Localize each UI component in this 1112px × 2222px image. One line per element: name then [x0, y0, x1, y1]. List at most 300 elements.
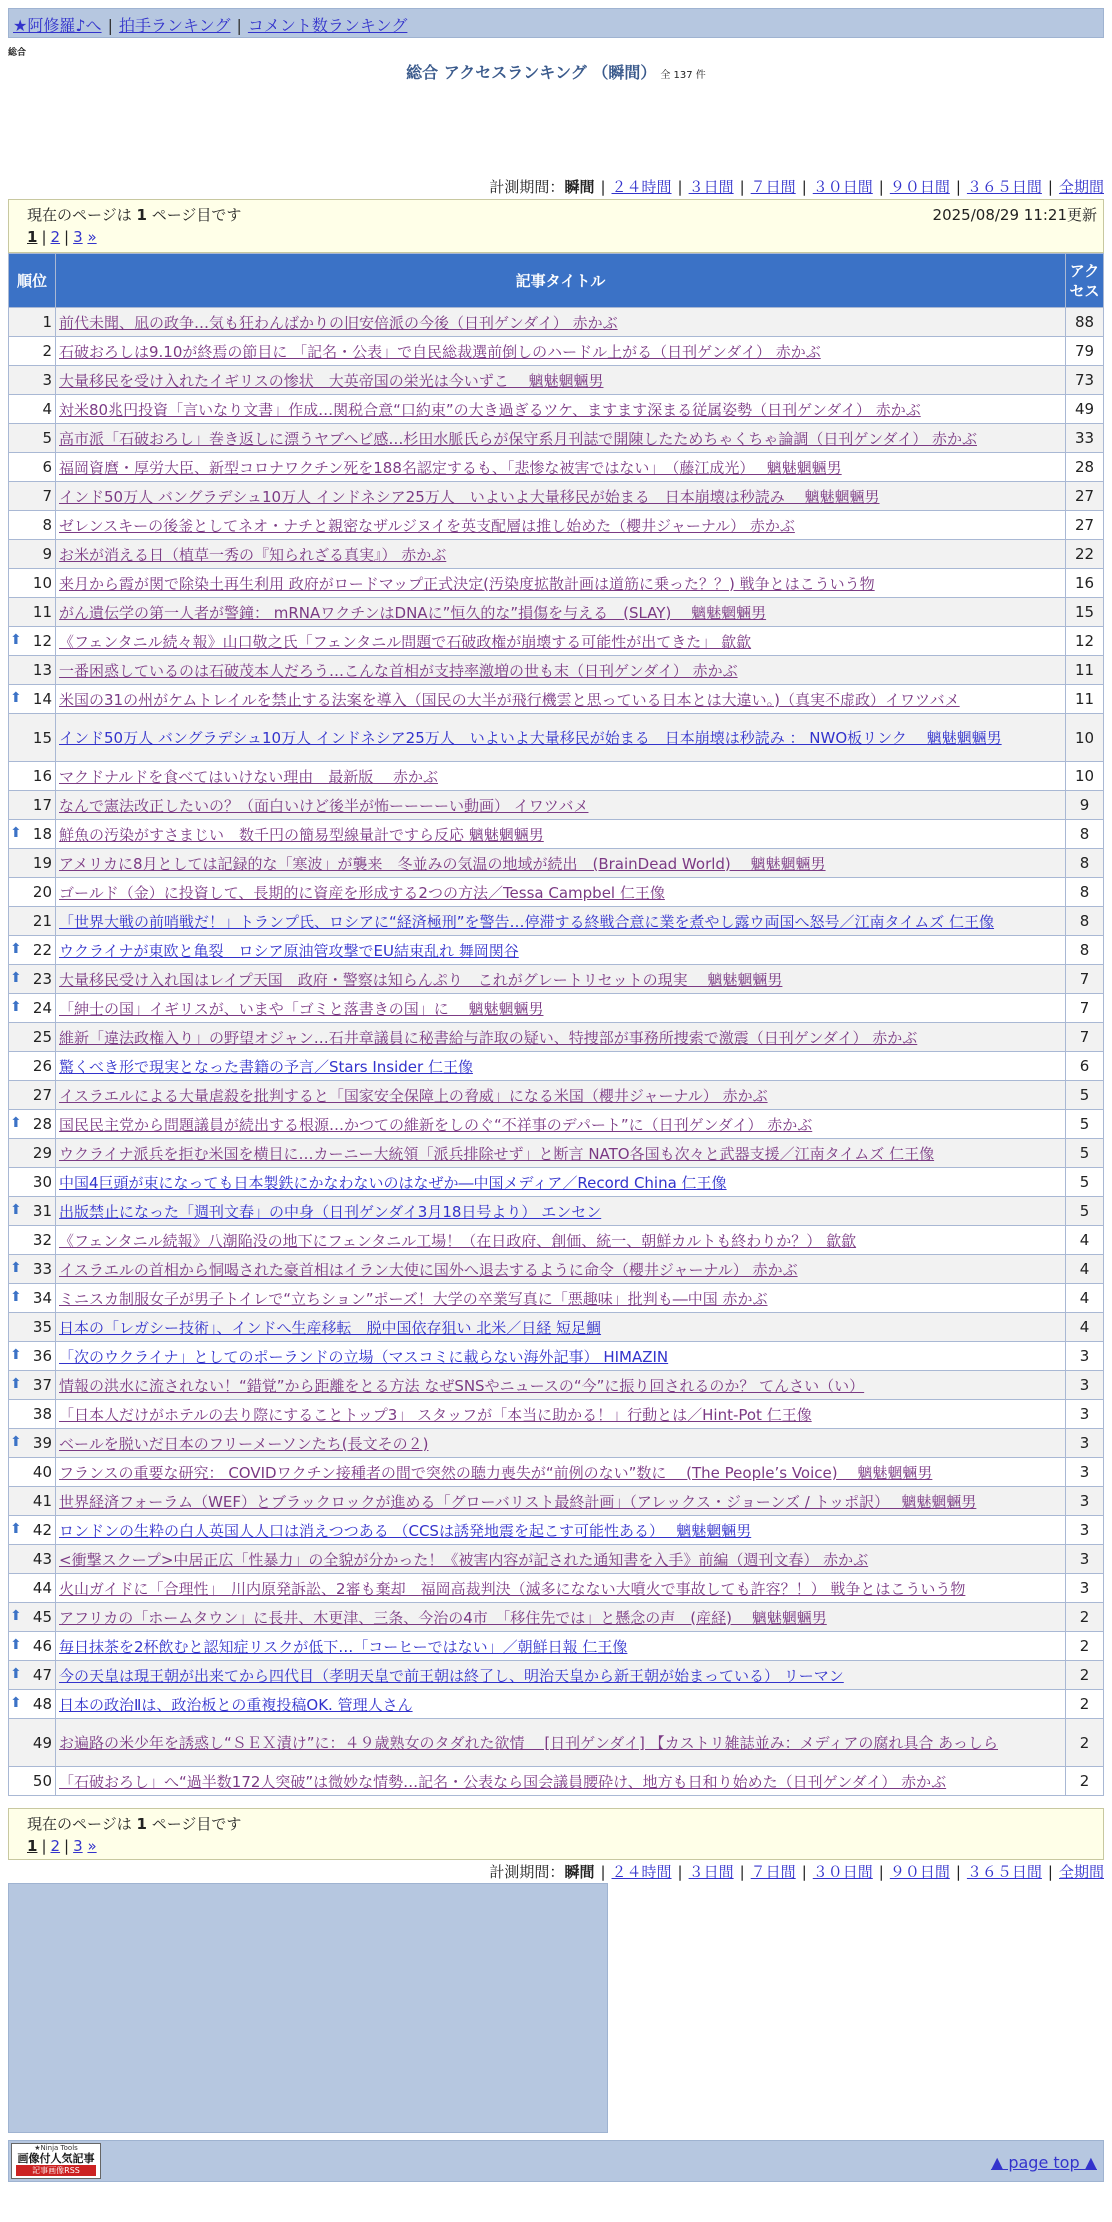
article-link[interactable]: フランスの重要な研究： COVIDワクチン接種者の間で突然の聴力喪失が“前例のない”数に (The People’s Voice) 魑魅魍魎男: [59, 1463, 933, 1482]
article-link[interactable]: ゴールド（金）に投資して、長期的に資産を形成する2つの方法／Tessa Campbel 仁王像: [59, 883, 665, 902]
status-box-top: [8, 199, 1104, 253]
title-cell: [56, 598, 1066, 627]
table-row: [9, 598, 1104, 627]
rank-cell: [9, 820, 56, 849]
table-row: [9, 627, 1104, 656]
period-separator: |: [801, 1863, 807, 1881]
article-link[interactable]: 出版禁止になった「週刊文春」の中身（日刊ゲンダイ3月18日号より） エンセン: [59, 1202, 602, 1221]
article-link[interactable]: 対米80兆円投資「言いなり文書」作成…関税合意“口約束”の大き過ぎるツケ、ますます深まる従属姿勢（日刊ゲンダイ） 赤かぶ: [59, 400, 921, 419]
title-cell: [56, 308, 1066, 337]
rank-number: 43: [32, 1550, 52, 1568]
rank-number: 27: [32, 1086, 52, 1104]
table-row: [9, 1226, 1104, 1255]
rank-number: 35: [32, 1318, 52, 1336]
up-arrow-icon: ⬆: [10, 1115, 22, 1131]
pager-separator: |: [41, 228, 47, 246]
title-cell: [56, 395, 1066, 424]
up-arrow-icon: ⬆: [10, 1666, 22, 1682]
rank-cell: [9, 569, 56, 598]
rank-number: 19: [32, 854, 52, 872]
article-link[interactable]: 前代未聞、凪の政争…気も狂わんばかりの旧安倍派の今後（日刊ゲンダイ） 赤かぶ: [59, 313, 618, 332]
period-separator: |: [739, 178, 745, 196]
period-link[interactable]: ９０日間: [889, 1863, 950, 1881]
rank-cell: [9, 1458, 56, 1487]
rank-number: 44: [32, 1579, 52, 1597]
up-arrow-icon: ⬆: [10, 999, 22, 1015]
rank-cell: [9, 598, 56, 627]
rank-number: 34: [32, 1289, 52, 1307]
status-box-bottom: [8, 1808, 1104, 1860]
period-link[interactable]: 全期間: [1058, 178, 1104, 196]
article-link[interactable]: イスラエルの首相から恫喝された豪首相はイラン大使に国外へ退去するように命令（櫻井ジャーナル） 赤かぶ: [59, 1260, 798, 1279]
table-row: [9, 424, 1104, 453]
table-row: [9, 1255, 1104, 1284]
article-link[interactable]: 日本の政治Ⅱは、政治板との重複投稿OK. 管理人さん: [59, 1695, 413, 1714]
page-title: [0, 60, 1112, 83]
article-link[interactable]: 「世界大戦の前哨戦だ！」トランプ氏、ロシアに“経済極刑”を警告…停滞する終戦合意に業を煮やし露ウ両国へ怒号／江南タイムズ 仁王像: [59, 912, 995, 931]
table-row: [9, 936, 1104, 965]
rank-cell: [9, 1632, 56, 1661]
rank-number: 23: [32, 970, 52, 988]
pager-separator: |: [64, 1837, 70, 1855]
current-page-text: [27, 1813, 241, 1834]
article-link[interactable]: 石破おろしは9.10が終焉の節目に 「記名・公表」で自民総裁選前倒しのハードル上がる（日刊ゲンダイ） 赤かぶ: [59, 342, 821, 361]
pager-link[interactable]: 2: [50, 1837, 61, 1855]
article-link[interactable]: インド50万人 バングラデシュ10万人 インドネシア25万人 いよいよ大量移民が始まる 日本崩壊は秒読み 魑魅魍魎男: [59, 487, 880, 506]
access-count: 4: [1066, 1284, 1104, 1313]
pager-link[interactable]: 2: [50, 228, 61, 246]
article-link[interactable]: 「日本人だけがホテルの去り際にすることトップ3」 スタッフが「本当に助かる！」行動とは／Hint-Pot 仁王像: [59, 1405, 812, 1424]
access-count: 2: [1066, 1632, 1104, 1661]
rank-number: 9: [42, 545, 52, 563]
rank-cell: [9, 1052, 56, 1081]
rank-cell: [9, 907, 56, 936]
title-cell: [56, 656, 1066, 685]
article-link[interactable]: 情報の洪水に流されない！“錯覚”から距離をとる方法 なぜSNSやニュースの“今”に振り回されるのか？ てんさい（い）: [59, 1376, 865, 1395]
title-header: 記事タイトル: [56, 254, 1066, 308]
title-cell: [56, 1429, 1066, 1458]
period-separator: |: [955, 1863, 961, 1881]
rank-cell: [9, 936, 56, 965]
article-link[interactable]: 火山ガイドに「合理性」 川内原発訴訟、2審も棄却 福岡高裁判決（滅多になない大噴火で事故しても許容？！） 戦争とはこういう物: [59, 1579, 966, 1598]
access-count: 3: [1066, 1400, 1104, 1429]
period-separator: |: [677, 178, 683, 196]
table-row: [9, 965, 1104, 994]
pager-link[interactable]: 3: [73, 1837, 83, 1855]
clap-ranking-link[interactable]: 拍手ランキング: [118, 16, 231, 35]
title-cell: [56, 1110, 1066, 1139]
period-link[interactable]: ２４時間: [611, 1863, 672, 1881]
table-row: [9, 1458, 1104, 1487]
rank-cell: [9, 1342, 56, 1371]
article-link[interactable]: 毎日抹茶を2杯飲むと認知症リスクが低下…「コーヒーではない」／朝鮮日報 仁王像: [59, 1637, 628, 1656]
rank-number: 5: [42, 429, 52, 447]
table-row: [9, 337, 1104, 366]
rank-cell: [9, 1400, 56, 1429]
table-row: [9, 1139, 1104, 1168]
current-page-number: 1: [136, 1815, 147, 1833]
article-link[interactable]: 高市派「石破おろし」巻き返しに漂うヤブヘビ感…杉田水脈氏らが保守系月刊誌で開陳したためちゃくちゃ論調（日刊ゲンダイ） 赤かぶ: [59, 429, 977, 448]
table-row: [9, 878, 1104, 907]
rank-cell: [9, 1110, 56, 1139]
access-count: 27: [1066, 511, 1104, 540]
rank-number: 36: [32, 1347, 52, 1365]
title-cell: [56, 337, 1066, 366]
article-link[interactable]: 今の天皇は現王朝が出来てから四代目（孝明天皇で前王朝は終了し、明治天皇から新王朝が始まっている） リーマン: [59, 1666, 844, 1685]
article-link[interactable]: 「次のウクライナ」としてのポーランドの立場（マスコミに載らない海外記事） HIMAZIN: [59, 1347, 669, 1366]
title-cell: [56, 1516, 1066, 1545]
rank-number: 29: [32, 1144, 52, 1162]
period-link[interactable]: ７日間: [750, 178, 796, 196]
pager-next-link[interactable]: »: [87, 228, 97, 246]
rank-cell: [9, 1226, 56, 1255]
article-link[interactable]: 中国4巨頭が束になっても日本製鉄にかなわないのはなぜか―中国メディア／Record China 仁王像: [59, 1173, 727, 1192]
table-row: [9, 791, 1104, 820]
access-count: 28: [1066, 453, 1104, 482]
article-link[interactable]: 大量移民受け入れ国はレイプ天国 政府・警察は知らんぷり これがグレートリセットの現実 魑魅魍魎男: [59, 970, 783, 989]
rank-cell: [9, 1168, 56, 1197]
access-count: 7: [1066, 965, 1104, 994]
article-link[interactable]: お米が消える日（植草一秀の『知られざる真実』） 赤かぶ: [59, 545, 447, 564]
rank-header: 順位: [9, 254, 56, 308]
up-arrow-icon: ⬆: [10, 1376, 22, 1392]
up-arrow-icon: ⬆: [10, 1347, 22, 1363]
current-page-prefix: 現在のページは: [27, 1815, 137, 1833]
access-count: 73: [1066, 366, 1104, 395]
rank-number: 6: [42, 458, 52, 476]
title-cell: [56, 762, 1066, 791]
table-row: [9, 1574, 1104, 1603]
title-cell: [56, 1632, 1066, 1661]
up-arrow-icon: ⬆: [10, 690, 22, 706]
rank-cell: [9, 453, 56, 482]
period-selector-bottom: [489, 1861, 1104, 1882]
table-row: [9, 1603, 1104, 1632]
title-cell: [56, 627, 1066, 656]
access-count: 11: [1066, 656, 1104, 685]
article-link[interactable]: 日本の「レガシー技術」、インドへ生産移転 脱中国依存狙い 北米／日経 短足鯛: [59, 1318, 602, 1337]
footer-bar: [8, 2140, 1104, 2182]
rank-number: 12: [32, 632, 52, 650]
period-link[interactable]: ３６５日間: [966, 1863, 1042, 1881]
page-title-text: 総合 アクセスランキング （瞬間）: [406, 63, 657, 82]
rank-cell: [9, 1690, 56, 1719]
article-link[interactable]: お遍路の米少年を誘惑し“ＳＥＸ漬け”に：４９歳熟女のタダれた欲情 [日刊ゲンダイ] 【カストリ雑誌並み：メディアの腐れ具合 あっしら: [59, 1733, 999, 1752]
article-link[interactable]: 大量移民を受け入れたイギリスの惨状 大英帝国の栄光は今いずこ 魑魅魍魎男: [59, 371, 604, 390]
rank-number: 18: [32, 825, 52, 843]
article-link[interactable]: なんで憲法改正したいの？（面白いけど後半が怖ーーーーい動画） イワツバメ: [59, 796, 589, 815]
period-link[interactable]: ３日間: [688, 178, 734, 196]
table-row: [9, 308, 1104, 337]
access-count: 5: [1066, 1081, 1104, 1110]
updated-timestamp: 2025/08/29 11:21更新: [932, 206, 1097, 224]
access-count: 79: [1066, 337, 1104, 366]
access-count: 10: [1066, 714, 1104, 762]
article-link[interactable]: アフリカの「ホームタウン」に長井、木更津、三条、今治の4市 「移住先では」と懸念の声 (産経) 魑魅魍魎男: [59, 1608, 827, 1627]
table-row: [9, 1545, 1104, 1574]
article-link[interactable]: ゼレンスキーの後釜としてネオ・ナチと親密なザルジヌイを英支配層は推し始めた（櫻井ジャーナル） 赤かぶ: [59, 516, 795, 535]
rank-cell: [9, 1081, 56, 1110]
title-cell: [56, 1313, 1066, 1342]
period-link[interactable]: ３０日間: [812, 1863, 873, 1881]
article-link[interactable]: マクドナルドを食べてはいけない理由 最新版 赤かぶ: [59, 767, 439, 786]
title-cell: [56, 685, 1066, 714]
rank-cell: [9, 994, 56, 1023]
article-link[interactable]: 来月から霞が関で除染土再生利用 政府がロードマップ正式決定(汚染度拡散計画は道筋に乗った？？) 戦争とはこういう物: [59, 574, 875, 593]
up-arrow-icon: ⬆: [10, 1289, 22, 1305]
access-count: 5: [1066, 1139, 1104, 1168]
table-row: [9, 1690, 1104, 1719]
article-link[interactable]: 維新「違法政権入り」の野望オジャン…石井章議員に秘書給与詐取の疑い、特捜部が事務所捜索で激震（日刊ゲンダイ） 赤かぶ: [59, 1028, 918, 1047]
rank-cell: [9, 1516, 56, 1545]
access-count: 9: [1066, 791, 1104, 820]
pager-next-link[interactable]: »: [87, 1837, 97, 1855]
title-cell: [56, 1487, 1066, 1516]
ranking-table: [8, 253, 1104, 1796]
article-link[interactable]: 一番困惑しているのは石破茂本人だろう…こんな首相が支持率激増の世も末（日刊ゲンダイ） 赤かぶ: [59, 661, 738, 680]
table-row: [9, 366, 1104, 395]
title-cell: [56, 1719, 1066, 1767]
access-count: 4: [1066, 1255, 1104, 1284]
rank-number: 1: [42, 313, 52, 331]
rank-number: 21: [32, 912, 52, 930]
rank-cell: [9, 849, 56, 878]
access-count: 15: [1066, 598, 1104, 627]
period-link[interactable]: ７日間: [750, 1863, 796, 1881]
pager-bottom: [27, 1837, 97, 1855]
rank-number: 38: [32, 1405, 52, 1423]
table-row: [9, 1110, 1104, 1139]
rank-cell: [9, 656, 56, 685]
pager-separator: |: [64, 228, 70, 246]
title-cell: [56, 1081, 1066, 1110]
access-count: 8: [1066, 849, 1104, 878]
article-link[interactable]: アメリカに8月としては記録的な「寒波」が襲来 冬並みの気温の地域が続出 (BrainDead World) 魑魅魍魎男: [59, 854, 826, 873]
comment-ranking-link[interactable]: コメント数ランキング: [247, 16, 408, 35]
article-link[interactable]: ベールを脱いだ日本のフリーメーソンたち(長文その２): [59, 1434, 429, 1453]
title-cell: [56, 1197, 1066, 1226]
period-separator: |: [1047, 1863, 1053, 1881]
table-row: [9, 1487, 1104, 1516]
up-arrow-icon: ⬆: [10, 1608, 22, 1624]
rank-cell: [9, 1023, 56, 1052]
rank-number: 17: [32, 796, 52, 814]
access-count: 6: [1066, 1052, 1104, 1081]
access-count: 4: [1066, 1313, 1104, 1342]
article-link[interactable]: <衝撃スクープ>中居正広「性暴力」の全貌が分かった！《被害内容が記された通知書を入手》前編（週刊文春） 赤かぶ: [59, 1550, 869, 1569]
title-cell: [56, 482, 1066, 511]
period-separator: |: [955, 178, 961, 196]
article-link[interactable]: ウクライナ派兵を拒む米国を横目に…カーニー大統領「派兵排除せず」と断言 NATO各国も次々と武器支援／江南タイムズ 仁王像: [59, 1144, 935, 1163]
rank-number: 20: [32, 883, 52, 901]
access-count: 16: [1066, 569, 1104, 598]
table-row: [9, 1516, 1104, 1545]
period-separator: |: [878, 1863, 884, 1881]
title-cell: [56, 936, 1066, 965]
rank-cell: [9, 714, 56, 762]
rank-number: 22: [32, 941, 52, 959]
rank-number: 13: [32, 661, 52, 679]
logo-line2: 画像付人気記事: [17, 2152, 95, 2165]
rank-cell: [9, 366, 56, 395]
current-page-text: [27, 204, 241, 225]
title-cell: [56, 1400, 1066, 1429]
table-row: [9, 1023, 1104, 1052]
rank-cell: [9, 1284, 56, 1313]
article-link[interactable]: 「紳士の国」イギリスが、いまや「ゴミと落書きの国」に 魑魅魍魎男: [59, 999, 544, 1018]
rank-cell: [9, 424, 56, 453]
table-row: [9, 1719, 1104, 1767]
table-row: [9, 1197, 1104, 1226]
article-link[interactable]: 世界経済フォーラム（WEF）とブラックロックが進める「グローバリスト最終計画」（アレックス・ジョーンズ / トッポ訳） 魑魅魍魎男: [59, 1492, 977, 1511]
access-count: 3: [1066, 1342, 1104, 1371]
article-link[interactable]: がん遺伝学の第一人者が警鐘： mRNAワクチンはDNAに”恒久的な”損傷を与える (SLAY) 魑魅魍魎男: [59, 603, 767, 622]
period-label: 計測期間：: [489, 178, 565, 196]
pager-current: 1: [27, 1837, 38, 1855]
title-cell: [56, 1342, 1066, 1371]
title-cell: [56, 1371, 1066, 1400]
access-count: 2: [1066, 1690, 1104, 1719]
period-separator: |: [677, 1863, 683, 1881]
up-arrow-icon: ⬆: [10, 1202, 22, 1218]
ad-placeholder: [8, 1883, 608, 2133]
period-link[interactable]: ３６５日間: [966, 178, 1042, 196]
table-row: [9, 656, 1104, 685]
article-link[interactable]: イスラエルによる大量虐殺を批判すると「国家安全保障上の脅威」になる米国（櫻井ジャーナル） 赤かぶ: [59, 1086, 768, 1105]
current-page-suffix: ページ目です: [146, 1815, 242, 1833]
table-row: [9, 569, 1104, 598]
article-link[interactable]: 「石破おろし」へ“過半数172人突破”は微妙な情勢…記名・公表なら国会議員腰砕け、地方も日和り始めた（日刊ゲンダイ） 赤かぶ: [59, 1772, 947, 1791]
table-row: [9, 395, 1104, 424]
access-count: 5: [1066, 1168, 1104, 1197]
title-cell: [56, 453, 1066, 482]
period-separator: |: [878, 178, 884, 196]
pager-top: [27, 228, 97, 246]
article-link[interactable]: 福岡資麿・厚労大臣、新型コロナワクチン死を188名認定するも、「悲惨な被害ではない」 （藤江成光） 魑魅魍魎男: [59, 458, 842, 477]
period-link[interactable]: 全期間: [1058, 1863, 1104, 1881]
table-row: [9, 1371, 1104, 1400]
title-cell: [56, 540, 1066, 569]
page-top-link[interactable]: ▲ page top ▲: [990, 2153, 1097, 2172]
rank-cell: [9, 395, 56, 424]
rank-number: 16: [32, 767, 52, 785]
article-link[interactable]: 《フェンタニル続々報》山口敬之氏「フェンタニル問題で石破政権が崩壊する可能性が出てきた」 歙歙: [59, 632, 752, 651]
up-arrow-icon: ⬆: [10, 970, 22, 986]
up-arrow-icon: ⬆: [10, 1521, 22, 1537]
pager-link[interactable]: 3: [73, 228, 83, 246]
rank-cell: [9, 1197, 56, 1226]
up-arrow-icon: ⬆: [10, 1260, 22, 1276]
rank-number: 26: [32, 1057, 52, 1075]
period-label: 計測期間：: [489, 1863, 565, 1881]
access-count: 2: [1066, 1767, 1104, 1796]
category-label: 総合: [8, 48, 27, 58]
rank-number: 45: [32, 1608, 52, 1626]
rank-cell: [9, 965, 56, 994]
rank-number: 48: [32, 1695, 52, 1713]
access-count: 2: [1066, 1719, 1104, 1767]
article-link[interactable]: 驚くべき形で現実となった書籍の予言／Stars Insider 仁王像: [59, 1057, 473, 1076]
rank-number: 40: [32, 1463, 52, 1481]
access-count: 7: [1066, 994, 1104, 1023]
article-link[interactable]: 米国の31の州がケムトレイルを禁止する法案を導入（国民の大半が飛行機雲と思っている日本とは大違い。)（真実不虚政）イワツバメ: [59, 690, 960, 709]
up-arrow-icon: ⬆: [10, 825, 22, 841]
table-row: [9, 1400, 1104, 1429]
article-link[interactable]: インド50万人 バングラデシュ10万人 インドネシア25万人 いよいよ大量移民が始まる 日本崩壊は秒読み ： NWO板リンク 魑魅魍魎男: [59, 728, 1002, 747]
table-header-row: [9, 254, 1104, 308]
table-row: [9, 1052, 1104, 1081]
article-link[interactable]: 《フェンタニル続報》八潮陥没の地下にフェンタニル工場！（在日政府、創価、統一、朝鮮カルトも終わりか？） 歙歙: [59, 1231, 857, 1250]
rank-number: 15: [32, 728, 52, 747]
title-cell: [56, 1168, 1066, 1197]
access-count: 22: [1066, 540, 1104, 569]
period-link[interactable]: ２４時間: [611, 178, 672, 196]
period-separator: |: [600, 178, 606, 196]
table-row: [9, 1767, 1104, 1796]
item-count: 全 137 件: [660, 70, 706, 81]
period-link[interactable]: ３日間: [688, 1863, 734, 1881]
period-current: 瞬間: [564, 178, 595, 196]
article-link[interactable]: ウクライナが東欧と亀裂 ロシア原油管攻撃でEU結束乱れ 舞岡関谷: [59, 941, 519, 960]
current-page-suffix: ページ目です: [146, 206, 242, 224]
rank-number: 50: [32, 1772, 52, 1790]
rank-cell: [9, 1661, 56, 1690]
period-separator: |: [739, 1863, 745, 1881]
table-row: [9, 849, 1104, 878]
table-row: [9, 1632, 1104, 1661]
rank-number: 46: [32, 1637, 52, 1655]
period-link[interactable]: ９０日間: [889, 178, 950, 196]
table-row: [9, 540, 1104, 569]
rank-number: 47: [32, 1666, 52, 1684]
rank-cell: [9, 1429, 56, 1458]
rank-cell: [9, 1139, 56, 1168]
period-separator: |: [1047, 178, 1053, 196]
rank-cell: [9, 1603, 56, 1632]
period-link[interactable]: ３０日間: [812, 178, 873, 196]
table-row: [9, 1661, 1104, 1690]
title-cell: [56, 1458, 1066, 1487]
access-count: 3: [1066, 1516, 1104, 1545]
rank-number: 7: [42, 487, 52, 505]
rank-cell: [9, 685, 56, 714]
article-link[interactable]: 国民民主党から問題議員が続出する根源…かつての維新をしのぐ“不祥事のデパート”に（日刊ゲンダイ） 赤かぶ: [59, 1115, 813, 1134]
access-count: 4: [1066, 1226, 1104, 1255]
rank-cell: [9, 1767, 56, 1796]
table-row: [9, 511, 1104, 540]
table-row: [9, 1313, 1104, 1342]
title-cell: [56, 1603, 1066, 1632]
title-cell: [56, 1545, 1066, 1574]
access-count: 10: [1066, 762, 1104, 791]
title-cell: [56, 511, 1066, 540]
article-link[interactable]: ロンドンの生粋の白人英国人人口は消えつつある （CCSは誘発地震を起こす可能性ある） 魑魅魍魎男: [59, 1521, 752, 1540]
access-count: 11: [1066, 685, 1104, 714]
title-cell: [56, 907, 1066, 936]
ninja-tools-logo[interactable]: [11, 2143, 101, 2179]
rank-cell: [9, 762, 56, 791]
rank-cell: [9, 482, 56, 511]
article-link[interactable]: 鮮魚の汚染がすさまじい 数千円の簡易型線量計ですら反応 魑魅魍魎男: [59, 825, 544, 844]
rank-number: 24: [32, 999, 52, 1017]
title-cell: [56, 1139, 1066, 1168]
home-link[interactable]: ★阿修羅♪へ: [13, 16, 102, 35]
article-link[interactable]: ミニスカ制服女子が男子トイレで“立ちション”ポーズ！大学の卒業写真に「悪趣味」批判も―中国 赤かぶ: [59, 1289, 768, 1308]
logo-line1: ★Ninja Tools: [34, 2144, 78, 2152]
rank-cell: [9, 1313, 56, 1342]
title-cell: [56, 849, 1066, 878]
rank-number: 28: [32, 1115, 52, 1133]
